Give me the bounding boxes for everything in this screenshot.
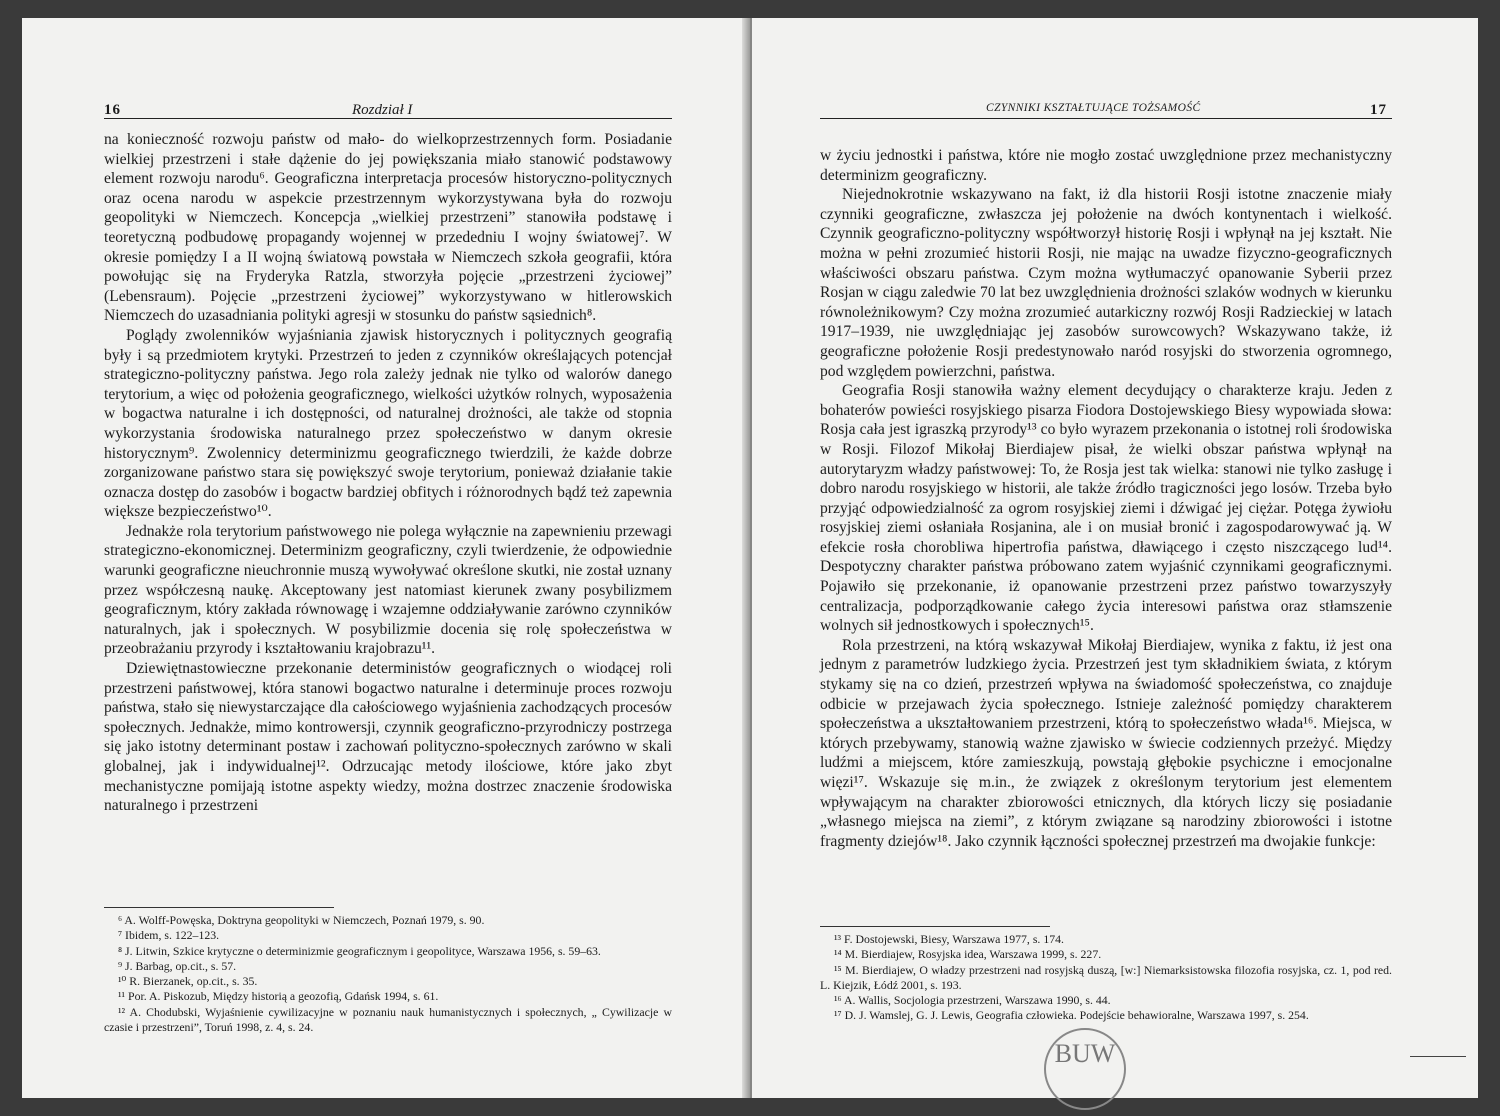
- running-head: CZYNNIKI KSZTAŁTUJĄCE TOŻSAMOŚĆ: [986, 102, 1201, 114]
- paragraph: Geografia Rosji stanowiła ważny element decydujący o charakterze kraju. Jeden z bohaterów powieści rosyjskiego pisarza Fiodora Dostojewskiego Biesy wypowiada słowa: Rosja cała jest igraszką przyrody¹³ co było wyrazem przekonania o istotnej roli środowiska w Rosji. Filozof Mikołaj Bierdiajew pisał, że wielki obszar państwa wpłynął na autorytaryzm władzy państwowej: To, że Rosja jest tak wielka: stanowi nie tylko zasługę i dobro narodu rosyjskiego w historii, ale także źródło tragiczności jego losów. Trzeba było przyjąć odpowiedzialność za ogrom rosyjskiej ziemi i dźwigać jej ciężar. Potęga żywiołu rosyjskiej ziemi osłaniała Rosjanina, ale i on musiał bronić i zagospodarowywać ją. W efekcie rosła chorobliwa hipertrofia państwa, dławiącego i często niszczącego lud¹⁴. Despotyczny charakter państwa próbowano zatem wyjaśnić czynnikami geograficznymi. Pojawiło się przekonanie, iż opanowanie przestrzeni przez państwo towarzyszyły centralizacja, podporządkowanie całego życia interesowi państwa oraz stłamszenie wolnych sił jednostkowych i społecznych¹⁵.: [820, 382, 1392, 635]
- running-head: Rozdział I: [352, 102, 413, 118]
- footnotes: [820, 932, 1392, 1024]
- body-text: [820, 146, 1392, 851]
- paragraph: Niejednokrotnie wskazywano na fakt, iż dla historii Rosji istotne znaczenie miały czynniki geograficzne, zwłaszcza jej położenie na dwóch kontynentach i wielkość. Czynnik geograficzno-polityczny współtworzył historię Rosji i wpłynął na jej kształt. Nie można w pełni zrozumieć historii Rosji, nie mając na uwadze fizyczno-geograficznych właściwości obszaru państwa. Czym można wytłumaczyć opanowanie Syberii przez Rosjan w ciągu zaledwie 70 lat bez uwzględnienia drożności szlaków wodnych w kierunku równoleżnikowym? Czy można zrozumieć autarkiczny rozwój Rosji Radzieckiej w latach 1917–1939, nie uwzględniając jej zasobów surowcowych? Wskazywano także, iż geograficzne położenie Rosji predestynowało naród rosyjski do stworzenia ogromnego, pod względem powierzchni, państwa.: [820, 186, 1392, 380]
- footnote: ⁹ J. Barbag, op.cit., s. 57.: [118, 958, 237, 973]
- paragraph: Poglądy zwolenników wyjaśniania zjawisk historycznych i politycznych geografią były i są przedmiotem krytyki. Przestrzeń to jeden z czynników określających potencjał strategiczno-polityczny państwa. Jego rola zależy jednak nie tylko od walorów danego terytorium, a więc od położenia geograficznego, wielkości użytków rolnych, wyposażenia w bogactwa naturalne i ich dostępności, od naturalnej drożności, ale także od stopnia wykorzystania środowiska naturalnego przez społeczeństwo w danym okresie historycznym⁹. Zwolennicy determinizmu geograficznego twierdzili, że każde dobrze zorganizowane państwo stara się powiększyć swoje terytorium, ponieważ działanie takie oznacza dostęp do zasobów i bogactw bardziej obfitych i różnorodnych bądź też zapewnia większe bezpieczeństwo¹⁰.: [104, 326, 672, 521]
- footnote: ¹² A. Chodubski, Wyjaśnienie cywilizacyjne w poznaniu nauk humanistycznych i społecznych, „ Cywilizacje w czasie i przestrzeni”, Toruń 1998, z. 4, s. 24.: [104, 1004, 672, 1035]
- page-number: 16: [104, 102, 121, 118]
- footnote: ¹⁰ R. Bierzanek, op.cit., s. 35.: [118, 974, 258, 989]
- footnote: ⁷ Ibidem, s. 122–123.: [118, 928, 220, 943]
- footnote-rule: [104, 907, 334, 908]
- left-page: [22, 18, 750, 1098]
- footnote: ⁶ A. Wolff-Powęska, Doktryna geopolityki w Niemczech, Poznań 1979, s. 90.: [118, 913, 485, 927]
- footnote: ¹⁶ A. Wallis, Socjologia przestrzeni, Warszawa 1990, s. 44.: [834, 993, 1111, 1008]
- paragraph: na konieczność rozwoju państw od mało- do wielkoprzestrzennych form. Posiadanie wielkiej przestrzeni i stałe dążenie do jej powiększania miało stanowić podstawowy element rozwoju narodu⁶. Geograficzna interpretacja procesów historyczno-politycznych oraz ocena narodu w aspekcie przestrzennym wykorzystywana była do rozwoju geopolityki w Niemczech. Koncepcja „wielkiej przestrzeni” stanowiła podstawę i teoretyczną podbudowę propagandy wojennej w przededniu I wojny światowej⁷. W okresie pomiędzy I a II wojną światową powstała w Niemczech szkoła geografii, która powołując się na Fryderyka Ratzla, stworzyła pojęcie „przestrzeni życiowej” (Lebensraum). Pojęcie „przestrzeni życiowej” wykorzystywano w hitlerowskich Niemczech do uzasadniania polityki agresji w stosunku do państw sąsiednich⁸.: [104, 131, 672, 325]
- footnote: ⁸ J. Litwin, Szkice krytyczne o determinizmie geograficznym i geopolityce, Warszawa 1956, s. 59–63.: [118, 943, 601, 958]
- footnote: ¹³ F. Dostojewski, Biesy, Warszawa 1977, s. 174.: [834, 932, 1064, 946]
- library-stamp: [1044, 1028, 1126, 1110]
- footnote-rule: [820, 926, 1050, 927]
- stamp-text: BUW: [1054, 1039, 1116, 1068]
- footnotes: [104, 913, 672, 1035]
- footnote: ¹⁵ M. Bierdiajew, O władzy przestrzeni nad rosyjską duszą, [w:] Niemarksistowska filozofia rosyjska, cz. 1, pod red. L. Kiejzik, Łódź 2001, s. 193.: [820, 962, 1392, 992]
- header-rule: [820, 118, 1392, 119]
- pencil-mark: [1410, 1056, 1466, 1057]
- footnote: ¹⁴ M. Bierdiajew, Rosyjska idea, Warszawa 1999, s. 227.: [834, 947, 1102, 962]
- footnote: ¹¹ Por. A. Piskozub, Między historią a geozofią, Gdańsk 1994, s. 61.: [118, 989, 439, 1004]
- paragraph: Dziewiętnastowieczne przekonanie deterministów geograficznych o wiodącej roli przestrzeni państwowej, która stanowi bogactwo naturalne i determinuje proces rozwoju państwa, stało się niewystarczające dla całościowego wyjaśnienia zachodzących procesów społecznych. Jednakże, mimo kontrowersji, czynnik geograficzno-przyrodniczy postrzega się jako istotny determinant postaw i zachowań polityczno-społecznych zarówno w skali globalnej, jak i indywidualnej¹². Odrzucając metody ilościowe, które jako zbyt mechanistyczne pomijają istotne aspekty wiedzy, można dostrzec znaczenie środowiska naturalnego i przestrzeni: [104, 660, 672, 815]
- body-text: [104, 130, 672, 816]
- paragraph: Jednakże rola terytorium państwowego nie polega wyłącznie na zapewnieniu przewagi strategiczno-ekonomicznej. Determinizm geograficzny, czyli twierdzenie, że odpowiednie warunki geograficzne nieuchronnie muszą wywoływać określone skutki, nie został uznany przez współczesną naukę. Akceptowany jest natomiast kierunek zwany posybilizmem geograficznym, który zakłada równowagę i wzajemne oddziaływanie zarówno czynników naturalnych, jak i społecznych. W posybilizmie docenia się rolę społeczeństwa w przeobrażaniu przyrody i kształtowaniu krajobrazu¹¹.: [104, 522, 672, 658]
- right-page: [752, 18, 1478, 1098]
- paragraph: Rola przestrzeni, na którą wskazywał Mikołaj Bierdiajew, wynika z faktu, iż jest ona jednym z parametrów ludzkiego życia. Przestrzeń jest tym składnikiem świata, z którym stykamy się na co dzień, przestrzeń wpływa na świadomość społeczeństwa, co znajduje odbicie w przejawach życia społecznego. Istnieje zależność pomiędzy charakterem społeczeństwa a ukształtowaniem przestrzeni, którą to społeczeństwo włada¹⁶. Miejsca, w których przebywamy, stanowią ważne zjawisko w świecie codziennych przeżyć. Między ludźmi a miejscem, które zamieszkują, powstają głębokie psychiczne i emocjonalne więzi¹⁷. Wskazuje się m.in., że związek z określonym terytorium jest elementem wpływającym na charakter zbiorowości etnicznych, dla których liczy się posiadanie „własnego miejsca na ziemi”, z którym związane są narodziny zbiorowości i istotne fragmenty dziejów¹⁸. Jako czynnik łączności społecznej przestrzeń ma dwojakie funkcje:: [820, 636, 1392, 850]
- paragraph: w życiu jednostki i państwa, które nie mogło zostać uwzględnione przez mechanistyczny determinizm geograficzny.: [820, 147, 1392, 184]
- footnote: ¹⁷ D. J. Wamslej, G. J. Lewis, Geografia człowieka. Podejście behawioralne, Warszawa 1997, s. 254.: [834, 1008, 1309, 1023]
- page-number: 17: [1370, 102, 1387, 118]
- header-rule: [104, 118, 672, 119]
